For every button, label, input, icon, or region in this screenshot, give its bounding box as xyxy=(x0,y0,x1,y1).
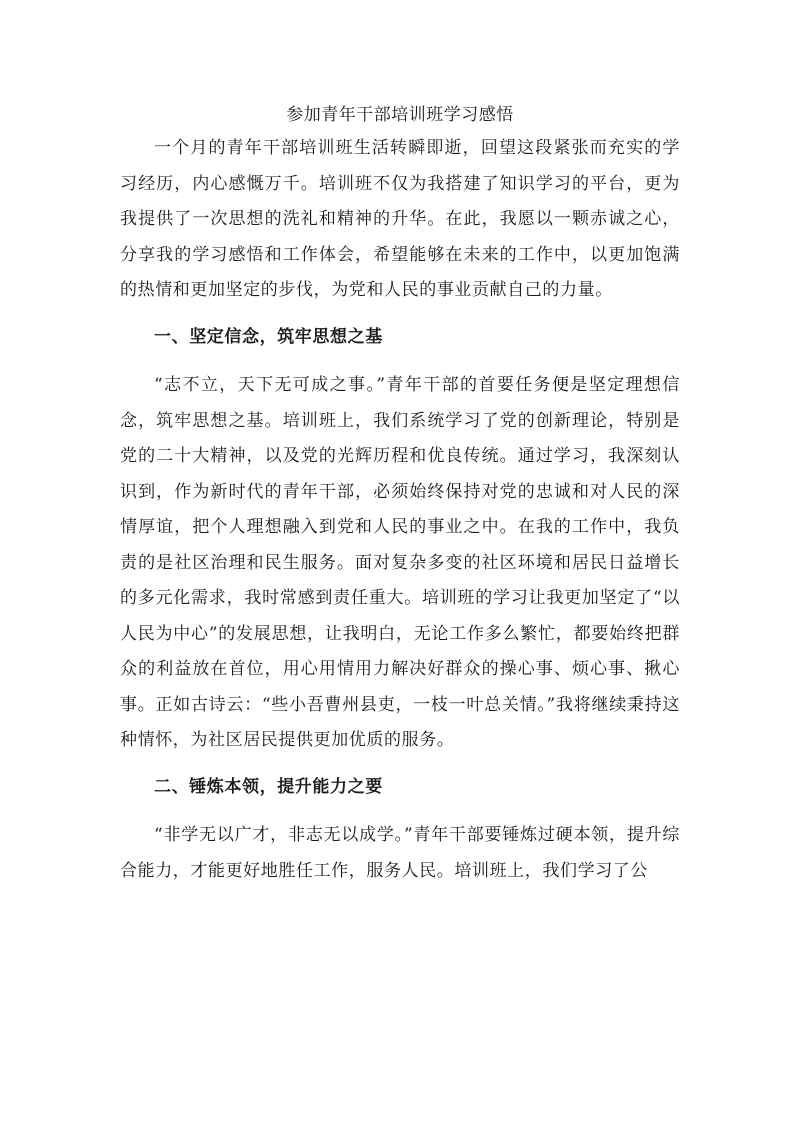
document-title: 参加青年干部培训班学习感悟 xyxy=(286,105,514,125)
section-heading-2: 二、锤炼本领，提升能力之要 xyxy=(154,776,383,797)
section-body-2: “非学无以广才，非志无以成学。”青年干部要锤炼过硬本领，提升综合能力，才能更好地胜任工作，服务人民。培训班上，我们学习了公 xyxy=(120,825,680,881)
section-body-1: “志不立，天下无可成之事。”青年干部的首要任务便是坚定理想信念，筑牢思想之基。培训班上，我们系统学习了党的创新理论，特别是党的二十大精神，以及党的光辉历程和优良传统。通过学习，我深刻认识到，作为新时代的青年干部，必须始终保持对党的忠诚和对人民的深情厚谊，把个人理想融入到党和人民的事业之中。在我的工作中，我负责的是社区治理和民生服务。面对复杂多变的社区环境和居民日益增长的多元化需求，我时常感到责任重大。培训班的学习让我更加坚定了“以人民为中心”的发展思想，让我明白，无论工作多么繁忙，都要始终把群众的利益放在首位，用心用情用力解决好群众的操心事、烦心事、揪心事。正如古诗云：“些小吾曹州县吏，一枝一叶总关情。”我将继续秉持这种情怀，为社区居民提供更加优质的服务。 xyxy=(120,375,680,750)
intro-paragraph: 一个月的青年干部培训班生活转瞬即逝，回望这段紧张而充实的学习经历，内心感慨万千。培训班不仅为我搭建了知识学习的平台，更为我提供了一次思想的洗礼和精神的升华。在此，我愿以一颗赤诚之心，分享我的学习感悟和工作体会，希望能够在未来的工作中，以更加饱满的热情和更加坚定的步伐，为党和人民的事业贡献自己的力量。 xyxy=(120,138,680,300)
section-heading-1: 一、坚定信念，筑牢思想之基 xyxy=(154,326,383,347)
document-body xyxy=(120,100,680,889)
